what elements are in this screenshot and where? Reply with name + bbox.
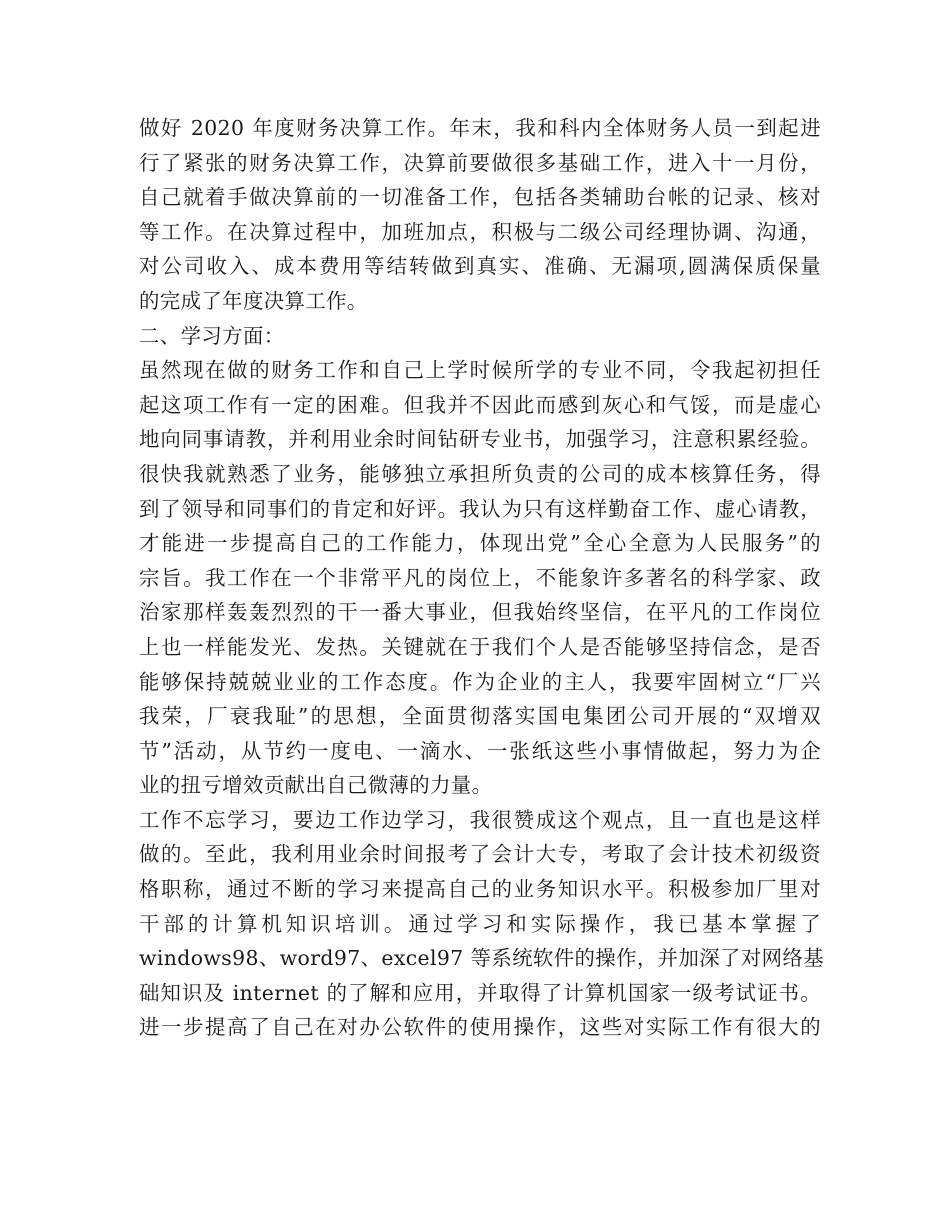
text-line: 能够保持兢兢业业的工作态度。作为企业的主人，我要牢固树立“厂兴 (139, 669, 821, 694)
document-body (139, 111, 824, 1045)
text-line: 做的。至此，我利用业余时间报考了会计大专，考取了会计技术初级资 (139, 842, 821, 867)
text-line: 做好 2020 年度财务决算工作。年末，我和科内全体财务人员一到起进 (139, 116, 821, 140)
text-line: 格职称，通过不断的学习来提高自己的业务知识水平。积极参加厂里对 (139, 877, 821, 902)
text-line: 我荣，厂衰我耻”的思想，全面贯彻落实国电集团公司开展的“双增双 (139, 704, 821, 729)
section-heading: 二、学习方面： (139, 323, 285, 348)
text-line: 才能进一步提高自己的工作能力，体现出党”全心全意为人民服务”的 (139, 531, 821, 556)
text-line: 节”活动，从节约一度电、一滴水、一张纸这些小事情做起，努力为企 (139, 738, 821, 763)
text-line: windows98、word97、excel97 等系统软件的操作，并加深了对网络基 (139, 946, 824, 971)
text-line: 上也一样能发光、发热。关键就在于我们个人是否能够坚持信念，是否 (139, 634, 821, 659)
text-line: 进一步提高了自己在对办公软件的使用操作，这些对实际工作有很大的 (139, 1015, 821, 1040)
text-line: 起这项工作有一定的困难。但我并不因此而感到灰心和气馁，而是虚心 (139, 392, 821, 417)
text-line: 业的扭亏增效贡献出自己微薄的力量。 (139, 773, 493, 798)
text-line: 工作不忘学习，要边工作边学习，我很赞成这个观点，且一直也是这样 (139, 807, 821, 832)
text-line: 宗旨。我工作在一个非常平凡的岗位上，不能象许多著名的科学家、政 (139, 565, 821, 590)
text-line: 很快我就熟悉了业务，能够独立承担所负责的公司的成本核算任务，得 (139, 461, 821, 486)
text-line: 的完成了年度决算工作。 (139, 288, 368, 313)
text-line: 治家那样轰轰烈烈的干一番大事业，但我始终坚信，在平凡的工作岗位 (139, 600, 821, 625)
text-line: 虽然现在做的财务工作和自己上学时候所学的专业不同，令我起初担任 (139, 358, 821, 383)
text-line: 础知识及 internet 的了解和应用，并取得了计算机国家一级考试证书。 (139, 980, 821, 1005)
text-line: 干部的计算机知识培训。通过学习和实际操作，我已基本掌握了 (139, 911, 821, 936)
text-line: 行了紧张的财务决算工作，决算前要做很多基础工作，进入十一月份， (139, 150, 821, 175)
text-line: 到了领导和同事们的肯定和好评。我认为只有这样勤奋工作、虚心请教， (139, 496, 821, 521)
text-line: 对公司收入、成本费用等结转做到真实、准确、无漏项,圆满保质保量 (139, 254, 821, 279)
text-line: 地向同事请教，并利用业余时间钻研专业书，加强学习，注意积累经验。 (139, 427, 821, 452)
text-line: 等工作。在决算过程中，加班加点，积极与二级公司经理协调、沟通， (139, 219, 821, 244)
text-line: 自己就着手做决算前的一切准备工作，包括各类辅助台帐的记录、核对 (139, 185, 821, 210)
